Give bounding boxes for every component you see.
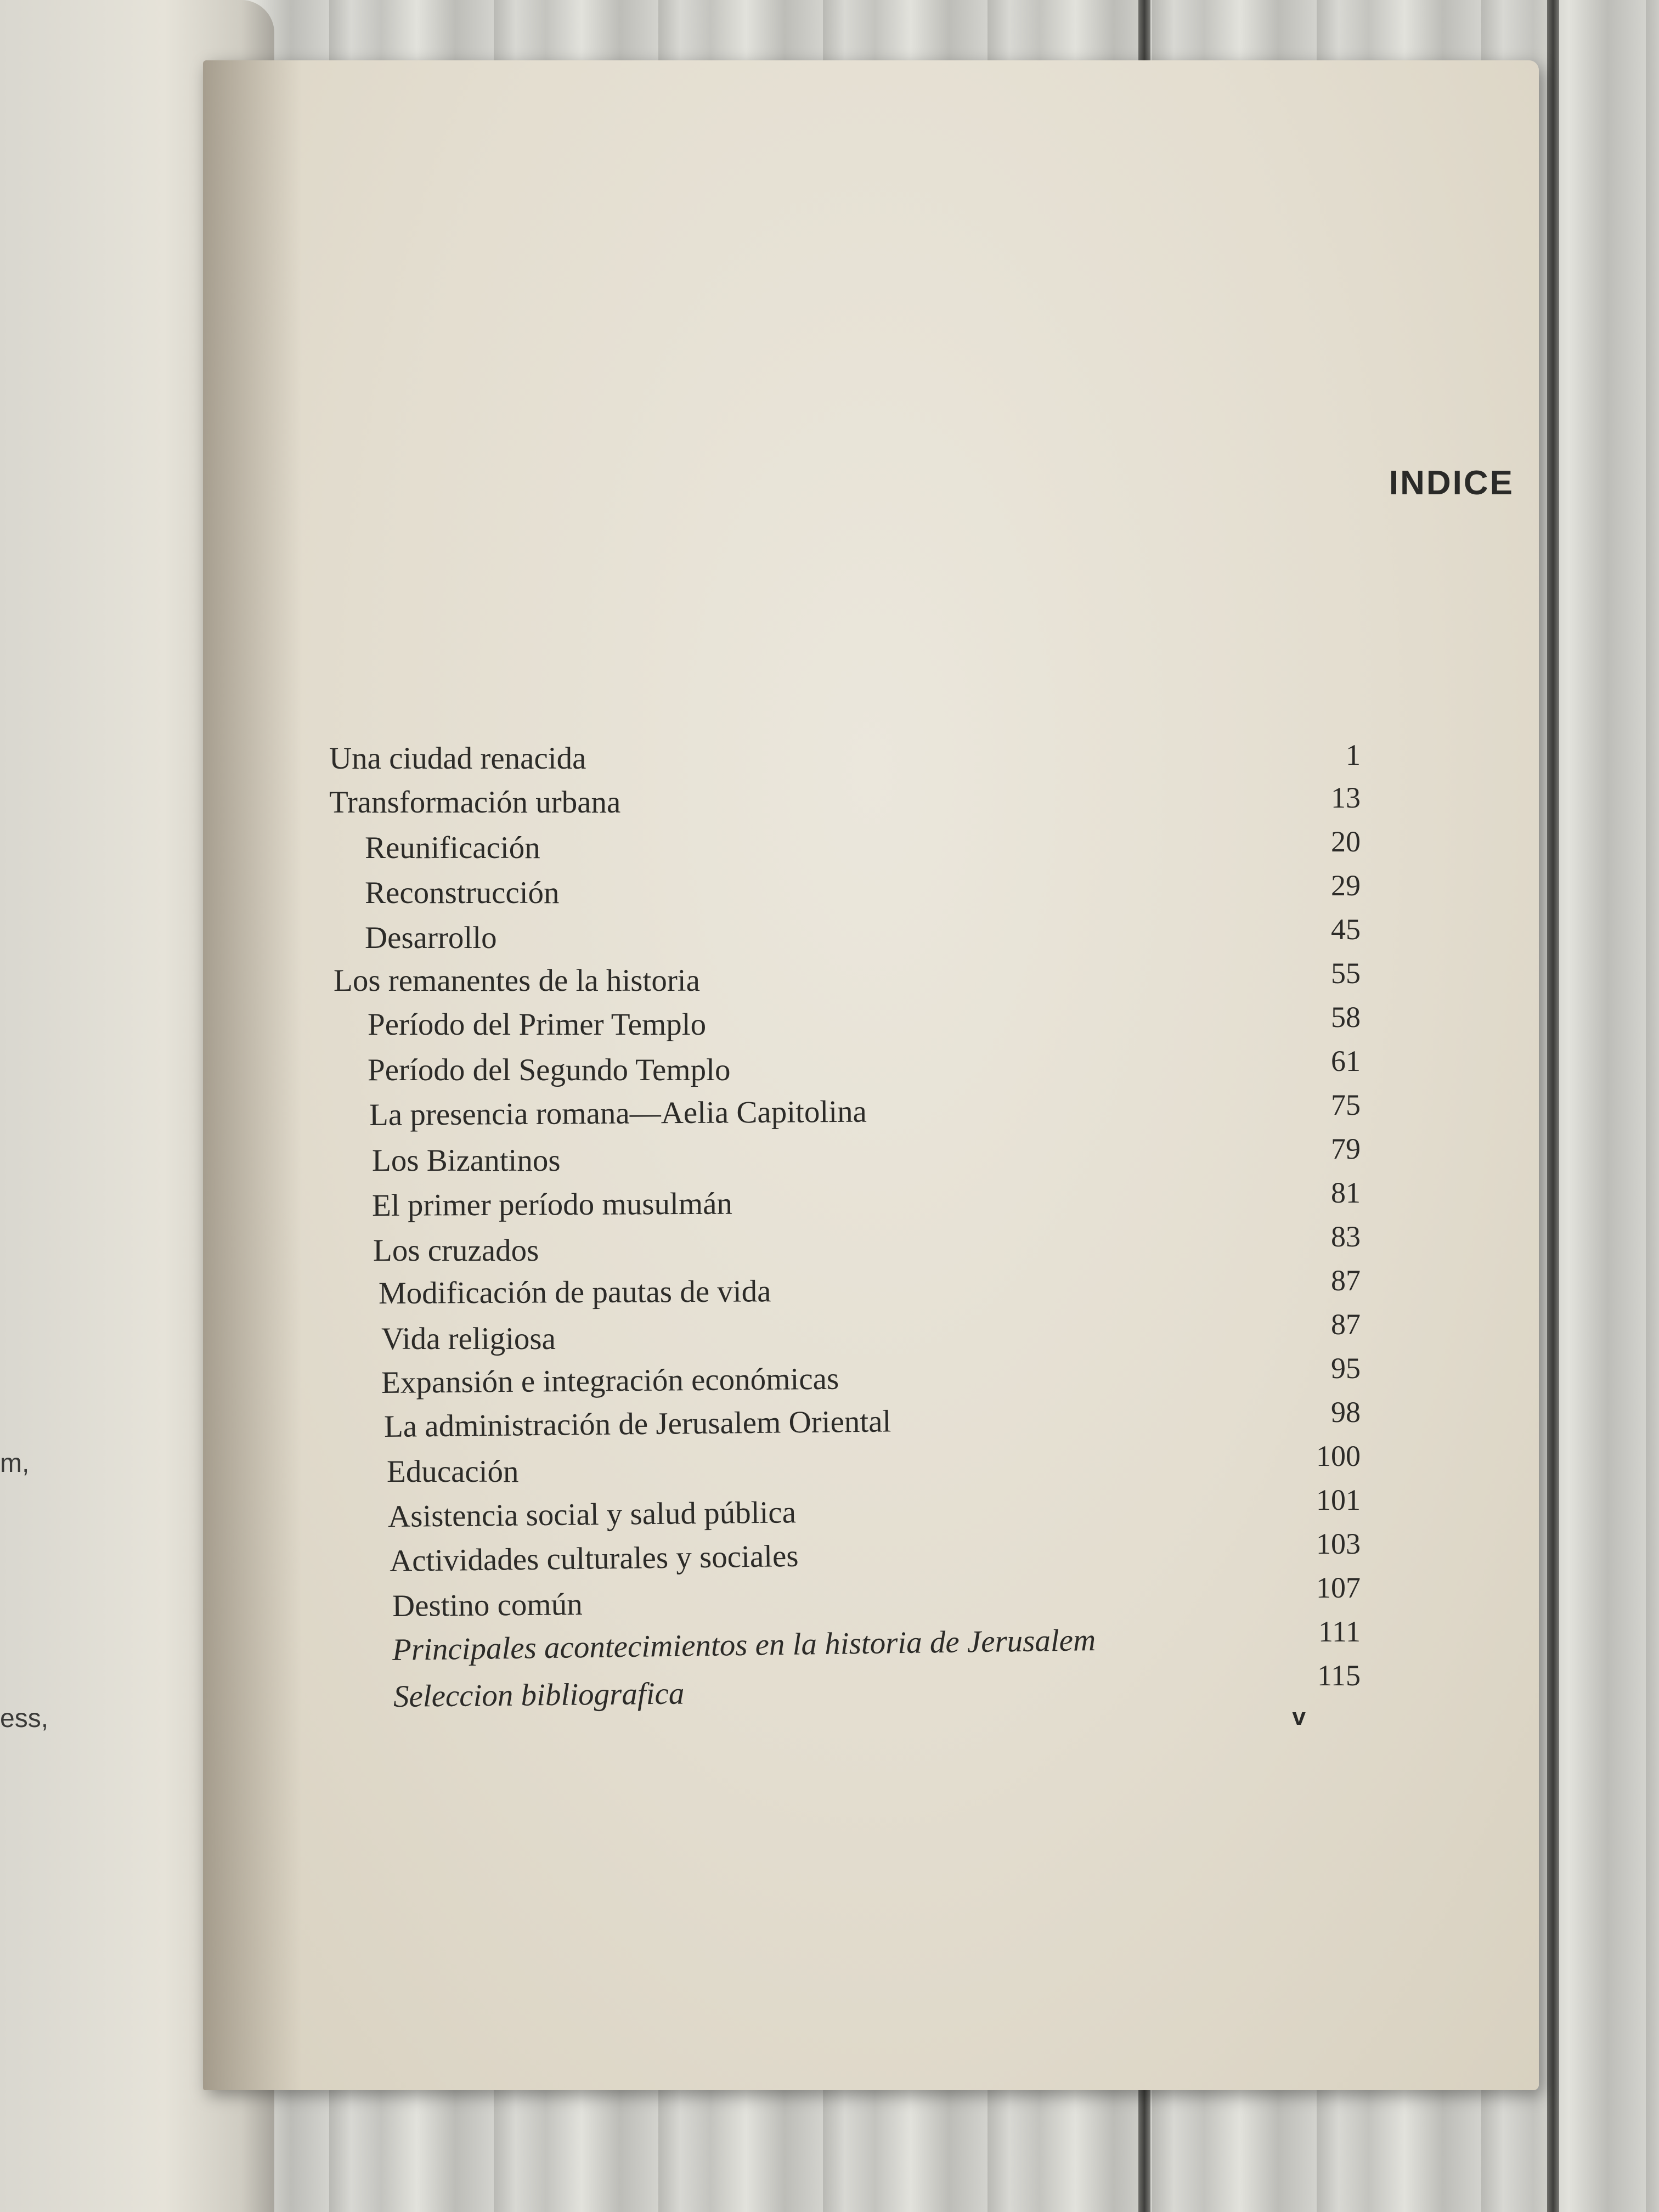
- toc-entry-label: Reconstrucción: [365, 876, 560, 910]
- toc-entry-page-number: 13: [1331, 781, 1361, 814]
- toc-entry-label: Destino común: [392, 1587, 583, 1623]
- toc-entry-label: Vida religiosa: [381, 1322, 556, 1356]
- toc-entry-page-number: 100: [1316, 1440, 1361, 1472]
- toc-entry-page-number: 107: [1316, 1571, 1361, 1604]
- toc-entry-page-number: 45: [1331, 913, 1361, 946]
- toc-entry-page-number: 103: [1316, 1527, 1361, 1560]
- toc-entry-page-number: 58: [1331, 1001, 1361, 1034]
- toc-entry-label: La presencia romana—Aelia Capitolina: [369, 1094, 867, 1132]
- toc-entry-label: Asistencia social y salud pública: [387, 1495, 797, 1534]
- toc-entry-label: Una ciudad renacida: [329, 741, 586, 776]
- table-of-contents: [203, 60, 1539, 2090]
- toc-entry-label: Seleccion bibliografica: [393, 1676, 685, 1714]
- toc-entry-page-number: 101: [1316, 1483, 1361, 1516]
- toc-entry-label: Período del Primer Templo: [368, 1007, 707, 1042]
- left-page-text-fragment: m,: [0, 1449, 30, 1478]
- toc-entry-page-number: 75: [1331, 1088, 1361, 1121]
- toc-entry-page-number: 81: [1331, 1176, 1361, 1209]
- index-page: [203, 60, 1539, 2090]
- toc-entry-label: Actividades culturales y sociales: [389, 1538, 799, 1578]
- toc-entry-page-number: 79: [1331, 1132, 1361, 1165]
- toc-entry-page-number: 95: [1331, 1352, 1361, 1385]
- toc-entry-label: Expansión e integración económicas: [381, 1361, 839, 1400]
- toc-entry-page-number: 83: [1331, 1220, 1361, 1253]
- toc-entry-label: Desarrollo: [365, 921, 497, 955]
- toc-entry-label: Modificación de pautas de vida: [378, 1274, 771, 1311]
- toc-entry-page-number: 55: [1331, 957, 1361, 990]
- toc-entry-label: Período del Segundo Templo: [368, 1053, 731, 1087]
- toc-entry-page-number: 87: [1331, 1264, 1361, 1297]
- toc-entry-page-number: 1: [1346, 738, 1361, 771]
- toc-entry-page-number: 115: [1317, 1659, 1361, 1692]
- toc-entry-label: Principales acontecimientos en la historia de Jerusalem: [392, 1623, 1096, 1667]
- toc-entry-page-number: 20: [1331, 825, 1361, 858]
- page-title: INDICE: [1389, 464, 1514, 502]
- toc-entry-page-number: 29: [1331, 869, 1361, 902]
- toc-entry-page-number: 111: [1318, 1615, 1361, 1648]
- toc-entry-page-number: 98: [1331, 1396, 1361, 1429]
- toc-entry-label: Los Bizantinos: [372, 1143, 561, 1178]
- toc-entry-label: Los cruzados: [373, 1233, 539, 1268]
- toc-entry-label: Reunificación: [365, 831, 540, 865]
- toc-entry-label: Educación: [387, 1454, 519, 1489]
- toc-entry-label: Los remanentes de la historia: [334, 963, 700, 998]
- toc-entry-page-number: 87: [1331, 1308, 1361, 1341]
- toc-entry-label: Transformación urbana: [329, 785, 621, 820]
- page-folio: v: [1292, 1703, 1306, 1730]
- wood-plank-seam: [1547, 0, 1559, 2212]
- toc-entry-page-number: 61: [1331, 1045, 1361, 1077]
- toc-entry-label: La administración de Jerusalem Oriental: [383, 1404, 891, 1444]
- toc-entry-label: El primer período musulmán: [371, 1186, 733, 1223]
- left-page-text-fragment: ess,: [0, 1704, 49, 1733]
